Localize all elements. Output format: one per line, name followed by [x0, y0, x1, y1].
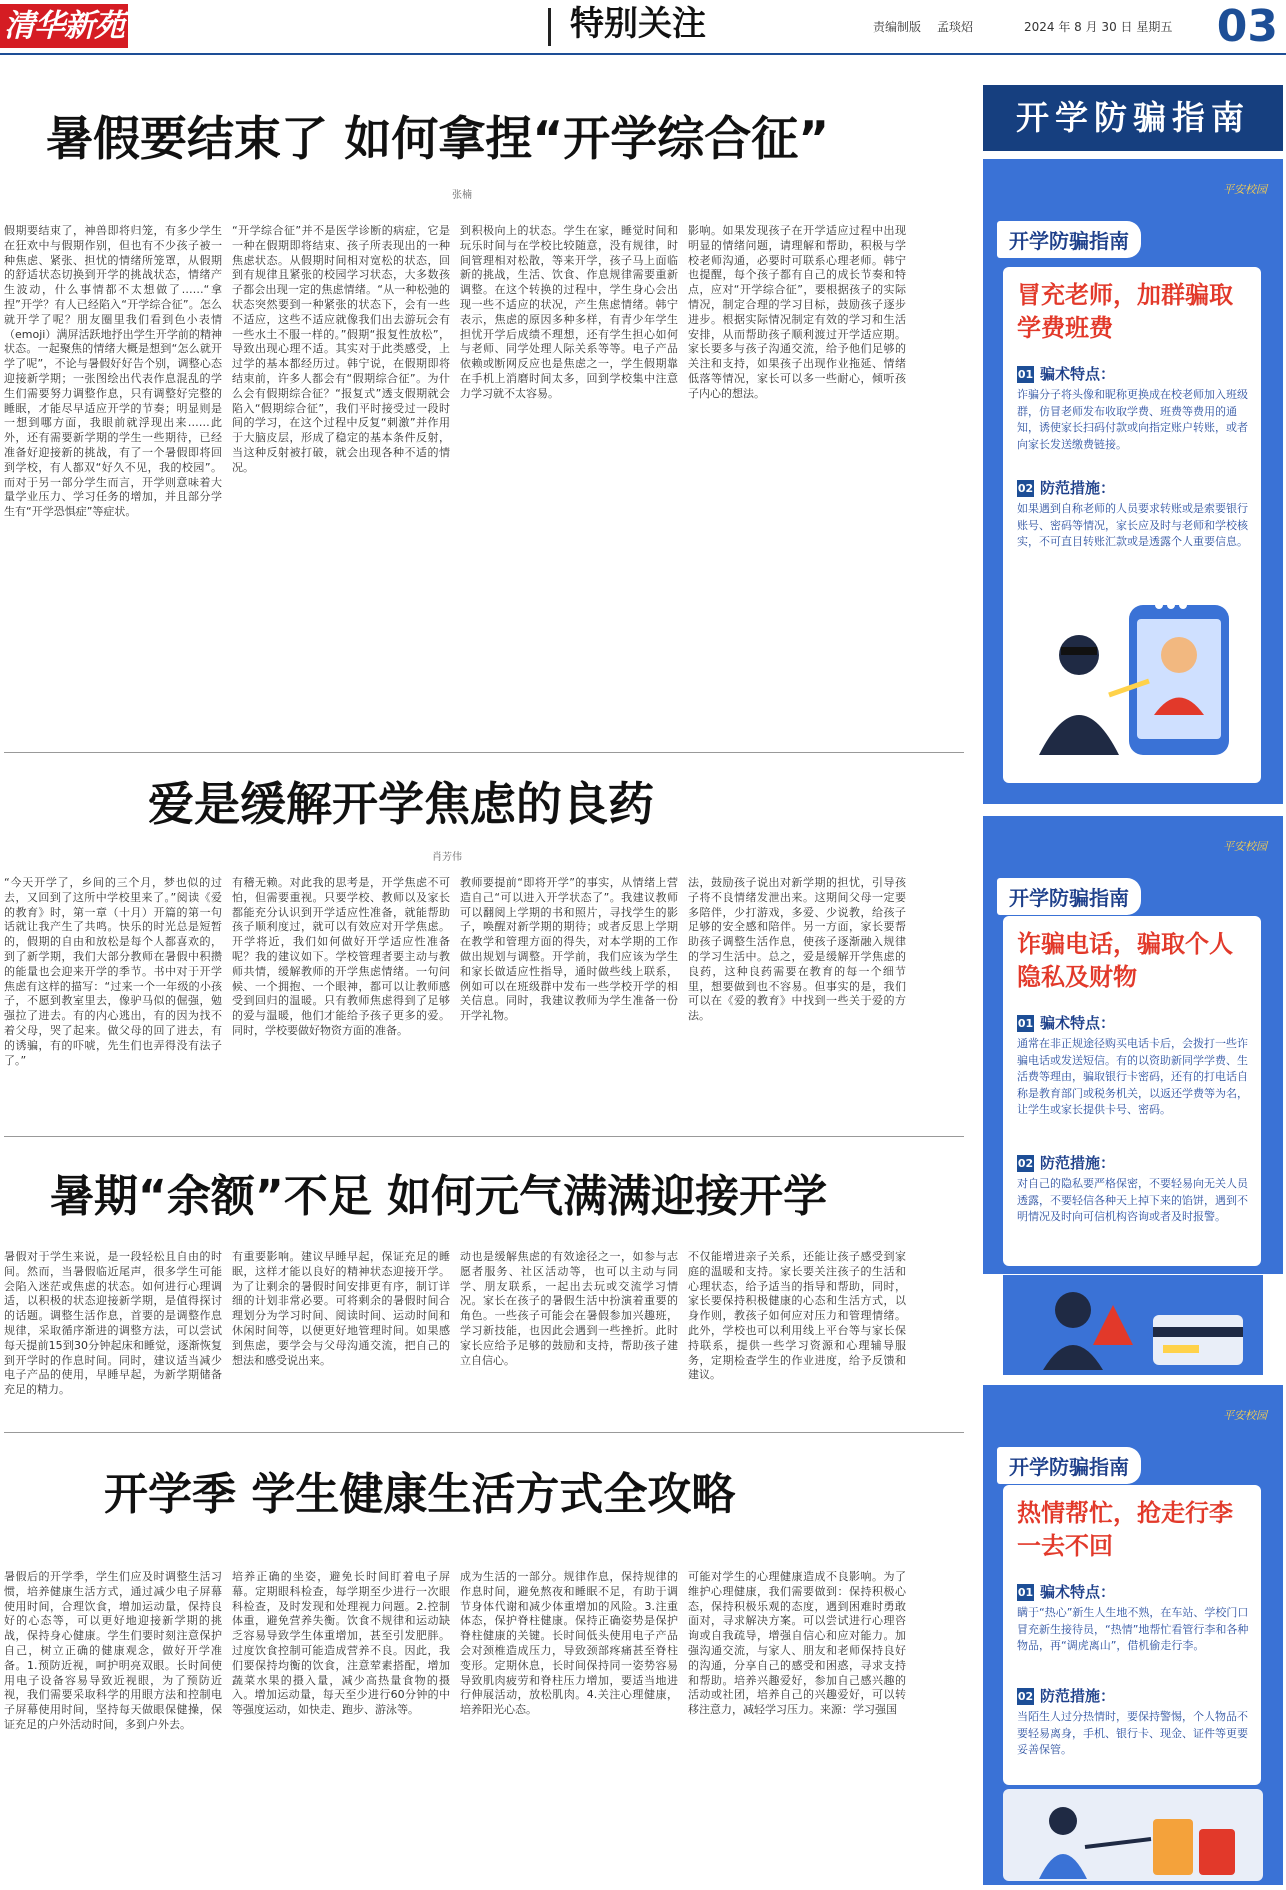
- article-2: [0, 760, 965, 1140]
- number-badge-icon: 02: [1017, 1157, 1034, 1170]
- feature-label: 01 骗术特点：: [1017, 1583, 1116, 1601]
- article-2-col-1: “今天开学了，乡间的三个月，梦也似的过去，又回到了这所中学校里来了。”阅读《爱的教育》时，第一章（十月）开篇的第一句话就让我产生了共鸣。快乐的时光总是短暂的，假期的自由和放松是每个人都喜欢的，到了新学期，我们大部分教师在暑假中积攒的能量也会迎来开学的季节。书中对于开学焦虑有这样的描写：“过来一个一年级的小孩子，不愿到教室里去，像驴马似的倔强，勉强拉了进去。有的内心逃出，有的因为找不着父母，哭了起来。做父母的回了进去，有的诱骗，有的吓唬，先生们也弄得没有法子了。”: [4, 876, 222, 1067]
- number-badge-icon: 01: [1017, 1017, 1034, 1030]
- fraud-card-1: [1003, 267, 1261, 783]
- article-3-title: 暑期“余额”不足 如何元气满满迎接开学: [50, 1171, 828, 1222]
- measure-text: 如果遇到自称老师的人员要求转账或是索要银行账号、密码等情况，家长应及时与老师和学校核实，不可直目转账汇款或是透露个人重要信息。: [1017, 502, 1248, 548]
- fraud-title: 热情帮忙，抢走行李一去不回: [1017, 1499, 1233, 1560]
- article-1-col-3: 到积极向上的状态。学生在家，睡觉时间和玩乐时间与在学校比较随意，没有规律，时间管理相对松散，等来开学，孩子马上面临新的挑战，生活、饮食、作息规律需要重新调整。在这个转换的过程中，学生身心会出现一些不适应的状况，产生焦虑情绪。韩宁表示，焦虑的原因多种多样，有青少年学生担忧开学后成绩不理想，还有学生担心如何与老师、同学处理人际关系等等。电子产品依赖或断网反应也是焦虑之一，学生假期靠在手机上消磨时间太多，回到学校集中注意力学习就不太容易。: [460, 224, 678, 400]
- section-title: 特别关注: [570, 4, 706, 44]
- panel-badge: 开学防骗指南: [997, 221, 1141, 258]
- feature-label: 01 骗术特点：: [1017, 365, 1116, 383]
- article-3-col-2: 有重要影响。建议早睡早起，保证充足的睡眠，这样才能以良好的精神状态迎接开学。为了让剩余的暑假时间安排更有序，制订详细的计划非常必要。可将剩余的暑假时间合理划分为学习时间、阅读时间、运动时间和休闲时间等，以便更好地管理时间。如果感到焦虑，要学会与父母沟通交流，把自己的想法和感受说出来。: [232, 1250, 450, 1367]
- article-3: [0, 1146, 965, 1436]
- article-4-col-3: 成为生活的一部分。规律作息，保持规律的作息时间，避免熬夜和睡眠不足，有助于调节身体代谢和减少体重增加的风险。3.注重体态，保护脊柱健康。保持正确姿势是保护脊柱健康的关键。长时间低头使用电子产品会对颈椎造成压力，导致颈部疼痛甚至脊柱变形。定期休息，长时间保持同一姿势容易导致肌肉疲劳和脊柱压力增加，要适当地进行伸展活动，放松肌肉。4.关注心理健康，培养阳光心态。: [460, 1570, 678, 1717]
- article-4: [0, 1440, 965, 1888]
- page-number: 03: [1216, 1, 1278, 52]
- article-separator: [4, 752, 964, 753]
- article-1: [0, 88, 965, 748]
- number-badge-icon: 01: [1017, 368, 1034, 381]
- issue-date: 2024 年 8 月 30 日 星期五: [1024, 20, 1173, 34]
- panel-badge: 开学防骗指南: [997, 878, 1141, 915]
- fraud-panel-1: [983, 159, 1283, 804]
- measure-label: 02 防范措施：: [1017, 1687, 1116, 1705]
- article-4-col-2: 培养正确的坐姿，避免长时间盯着电子屏幕。定期眼科检查，每学期至少进行一次眼科检查，及时发现和处理视力问题。2.控制体重，避免营养失衡。饮食不规律和运动缺乏容易导致学生体重增加，甚至引发肥胖。过度饮食控制可能造成营养不良。因此，我们要保持均衡的饮食，注意荤素搭配，增加蔬菜水果的摄入量，减少高热量食物的摄入。增加运动量，每天至少进行60分钟的中等强度运动，如快走、跑步、游泳等。: [232, 1570, 450, 1717]
- article-1-col-1: 假期要结束了，神兽即将归笼，有多少学生在狂欢中与假期作别，但也有不少孩子被一种焦虑、紧张、担忧的情绪所笼罩，从假期的舒适状态切换到开学的挑战状态，情绪产生波动，什么事情都不太想做了……“拿捏”开学？有人已经陷入“开学综合征”。怎么就开学了呢？朋友圈里我们看到色小表情（emoji）满屏活跃地抒出学生开学前的精神状态。一起聚焦的情绪大概是想到“怎么就开学了呢”，不论与暑假好好告个别，调整心态迎接新学期；一张图绘出代表作息混乱的学生们需要努力调整作息，只有调整好完整的睡眠，才能尽早适应开学的节奏；明显则是一想到哪方面，我眼前就浮现出来……此外，还有需要新学期的学生一些期待，已经准备好迎接新的挑战，有了一个暑假即将回到学校，有人都双“好久不见，我的校园”。而对于另一部分学生而言，开学则意味着大量学业压力、学习任务的增加，并且部分学生有“开学恐惧症”等症状。: [4, 224, 222, 519]
- article-3-col-3: 动也是缓解焦虑的有效途径之一，如参与志愿者服务、社区活动等，也可以主动与同学、朋友联系，一起出去玩或交流学习情况。家长在孩子的暑假生活中扮演着重要的角色。一些孩子可能会在暑假参加兴趣班，学习新技能，也因此会遇到一些挫折。此时家长应给予足够的鼓励和支持，帮助孩子建立自信心。: [460, 1250, 678, 1367]
- measure-label: 02 防范措施：: [1017, 1154, 1116, 1172]
- article-1-author: 张楠: [452, 190, 472, 201]
- article-1-col-4: 影响。如果发现孩子在开学适应过程中出现明显的情绪问题，请理解和帮助，积极与学校老师沟通，必要时可联系心理老师。韩宁也提醒，每个孩子都有自己的成长节奏和特点，应对“开学综合征”，要根据孩子的实际情况，制定合理的学习目标，鼓励孩子逐步进步。根据实际情况制定有效的学习和生活安排，从而帮助孩子顺利渡过开学适应期。家长要多与孩子沟通交流，给予他们足够的关注和支持，如果孩子出现作业拖延、情绪低落等情况，家长可以多一些耐心，倾听孩子内心的想法。: [688, 224, 906, 400]
- article-1-title: 暑假要结束了 如何拿捏“开学综合征”: [46, 112, 830, 167]
- fraud-title: 诈骗电话，骗取个人隐私及财物: [1017, 930, 1233, 991]
- page-header: [0, 0, 1286, 60]
- phishing-illustration: [1019, 585, 1249, 775]
- feature-text: 瞒于“热心”新生人生地不熟，在车站、学校门口冒充新生接待员，“热情”地帮忙看管行李和各种物品，再“调虎离山”，借机偷走行李。: [1017, 1606, 1249, 1652]
- number-badge-icon: 02: [1017, 482, 1034, 495]
- article-3-col-4: 不仅能增进亲子关系，还能让孩子感受到家庭的温暖和支持。家长要关注孩子的生活和心理状态，给予适当的指导和帮助，同时，家长要保持积极健康的心态和生活方式，以身作则，教孩子如何应对压力和管理情绪。此外，学校也可以利用线上平台等与家长保持联系，提供一些学习资源和心理辅导服务，定期检查学生的作业进度，给予反馈和建议。: [688, 1250, 906, 1382]
- fraud-title: 冒充老师，加群骗取学费班费: [1017, 281, 1233, 342]
- number-badge-icon: 01: [1017, 1586, 1034, 1599]
- newspaper-logo: 清华新苑: [0, 4, 128, 48]
- fraud-card-2: [1003, 916, 1261, 1266]
- fraud-panel-2: [983, 816, 1283, 1274]
- measure-text: 对自己的隐私要严格保密，不要轻易向无关人员透露，不要轻信各种天上掉下来的馅饼，遇到不明情况及时向可信机构咨询或者及时报警。: [1017, 1177, 1248, 1223]
- editor-name: 孟琰炤: [937, 20, 974, 34]
- panel-tag: 平安校园: [1223, 183, 1267, 196]
- panel-tag: 平安校园: [1223, 840, 1267, 853]
- article-2-col-2: 有稽无赖。对此我的思考是，开学焦虑不可怕，但需要重视。只要学校、教师以及家长都能充分认识到开学适应性准备，就能帮助孩子顺利度过，就可以有效应对开学焦虑。开学将近，我们如何做好开学适应性准备呢？我的建议如下。学校管理者要主动与教师共情，缓解教师的开学焦虑情绪。一句问候、一个拥抱、一个眼神，都可以让教师感受到回归的温暖。只有教师焦虑得到了足够的爱与温暖，他们才能给予孩子更多的爱。同时，学校要做好物资方面的准备。: [232, 876, 450, 1037]
- feature-text: 诈骗分子将头像和昵称更换成在校老师加入班级群，仿冒老师发布收取学费、班费等费用的通知，诱使家长扫码付款或向指定账户转账，或者向家长发送缴费链接。: [1017, 388, 1248, 451]
- fraud-guide-sidebar: [983, 85, 1283, 1885]
- section-divider: [548, 8, 551, 46]
- feature-text: 通常在非正规途径购买电话卡后，会拨打一些诈骗电话或发送短信。有的以资助新同学学费、生活费等理由，骗取银行卡密码，还有的打电话自称是教育部门或税务机关，以返还学费等为名，让学生或家长提供卡号、密码。: [1017, 1037, 1248, 1116]
- measure-text: 当陌生人过分热情时，要保持警惕，个人物品不要轻易离身，手机、银行卡、现金、证件等更要妥善保管。: [1017, 1710, 1248, 1756]
- panel-badge: 开学防骗指南: [997, 1447, 1141, 1484]
- sidebar-heading: 开学防骗指南: [983, 85, 1283, 151]
- article-4-col-4: 可能对学生的心理健康造成不良影响。为了维护心理健康，我们需要做到：保持积极心态，保持积极乐观的态度，遇到困难时勇敢面对，寻求解决方案。可以尝试进行心理咨询或自我疏导，增强自信心和应对能力。加强沟通交流，与家人、朋友和老师保持良好的沟通，分享自己的感受和困惑，寻求支持和帮助。培养兴趣爱好，参加自己感兴趣的活动或社团，培养自己的兴趣爱好，可以转移注意力，减轻学习压力。来源：学习强国: [688, 1570, 906, 1717]
- luggage-theft-illustration: [1003, 1789, 1263, 1881]
- fraud-card-3: [1003, 1485, 1261, 1785]
- article-2-col-4: 法，鼓励孩子说出对新学期的担忧，引导孩子将不良情绪发泄出来。这期间父母一定要多陪伴，少打游戏，多爱、少说教，给孩子足够的安全感和陪伴。另一方面，家长要帮助孩子调整生活作息，使孩子逐渐融入规律的学习生活中。总之，爱是缓解开学焦虑的良药，这种良药需要在教育的每一个细节里，想要做到也不容易。但事实的是，我们可以在《爱的教育》中找到一些关于爱的方法。: [688, 876, 906, 1023]
- panel-tag: 平安校园: [1223, 1409, 1267, 1422]
- article-2-author: 肖芳伟: [432, 852, 462, 863]
- article-2-title: 爱是缓解开学焦虑的良药: [148, 777, 654, 831]
- article-3-col-1: 暑假对于学生来说，是一段轻松且自由的时间。然而，当暑假临近尾声，很多学生可能会陷入迷茫或焦虑的状态。如何进行心理调适，以积极的状态迎接新学期，是值得探讨的话题。调整生活作息，首要的是调整作息规律，采取循序渐进的调整方法，可以尝试每天提前15到30分钟起床和睡觉，逐渐恢复到开学时的作息时间。同时，建议适当减少电子产品的使用，早睡早起，为新学期储备充足的精力。: [4, 1250, 222, 1397]
- article-separator: [4, 1136, 964, 1137]
- article-4-col-1: 暑假后的开学季，学生们应及时调整生活习惯，培养健康生活方式，通过减少电子屏幕使用时间，合理饮食，增加运动量，保持良好的心态等，可以更好地迎接新学期的挑战，保持身心健康。学生们要时刻注意保护自己，树立正确的健康观念，做好开学准备。1.预防近视，呵护明亮双眼。长时间使用电子设备容易导致近视眼，为了预防近视，我们需要采取科学的用眼方法和控制电子屏幕使用时间，坚持每天做眼保健操，保证充足的户外活动时间，多到户外去。: [4, 1570, 222, 1731]
- phone-scam-illustration: [1003, 1275, 1263, 1375]
- article-separator: [4, 1432, 964, 1433]
- fraud-panel-3: [983, 1385, 1283, 1885]
- article-4-title: 开学季 学生健康生活方式全攻略: [104, 1469, 736, 1520]
- feature-label: 01 骗术特点：: [1017, 1014, 1116, 1032]
- header-rule: [0, 53, 1286, 55]
- article-2-col-3: 教师要提前“即将开学”的事实，从情绪上营造自己“可以进入开学状态了”。我建议教师可以翻阅上学期的书和照片，寻找学生的影子，唤醒对新学期的期待；或者反思上学期在教学和管理方面的得失，对本学期的工作做出规划与调整。开学前，我们应该为学生和家长做适应性指导，通时做些线上联系，例如可以在班级群中发布一些学校开学的相关信息。同时，我建议教师为学生准备一份开学礼物。: [460, 876, 678, 1023]
- measure-label: 02 防范措施：: [1017, 479, 1116, 497]
- number-badge-icon: 02: [1017, 1690, 1034, 1703]
- article-1-col-2: “开学综合征”并不是医学诊断的病症，它是一种在假期即将结束、孩子所表现出的一种焦虑状态。从假期时间相对宽松的状态，回到有规律且紧张的校园学习状态，大多数孩子都会出现一定的焦虑情绪。“从一种松弛的状态突然要到一种紧张的状态下，会有一些不适应，这些不适应就像我们出去游玩会有一些水土不服一样的。”假期“报复性放松”，导致出现心理不适。其实对于此类感受，上过学的基本都经历过。韩宁说，在假期即将结束前，许多人都会有“假期综合征”。为什么会有假期综合征？“报复式”透支假期就会陷入“假期综合征”，我们平时接受过一段时间的学习，在这个过程中反复“刺激”并作用于大脑皮层，形成了稳定的基本条件反射，当这种反射被打破，就会出现各种不适的情况。: [232, 224, 450, 474]
- editor-label: 责编制版: [873, 20, 922, 34]
